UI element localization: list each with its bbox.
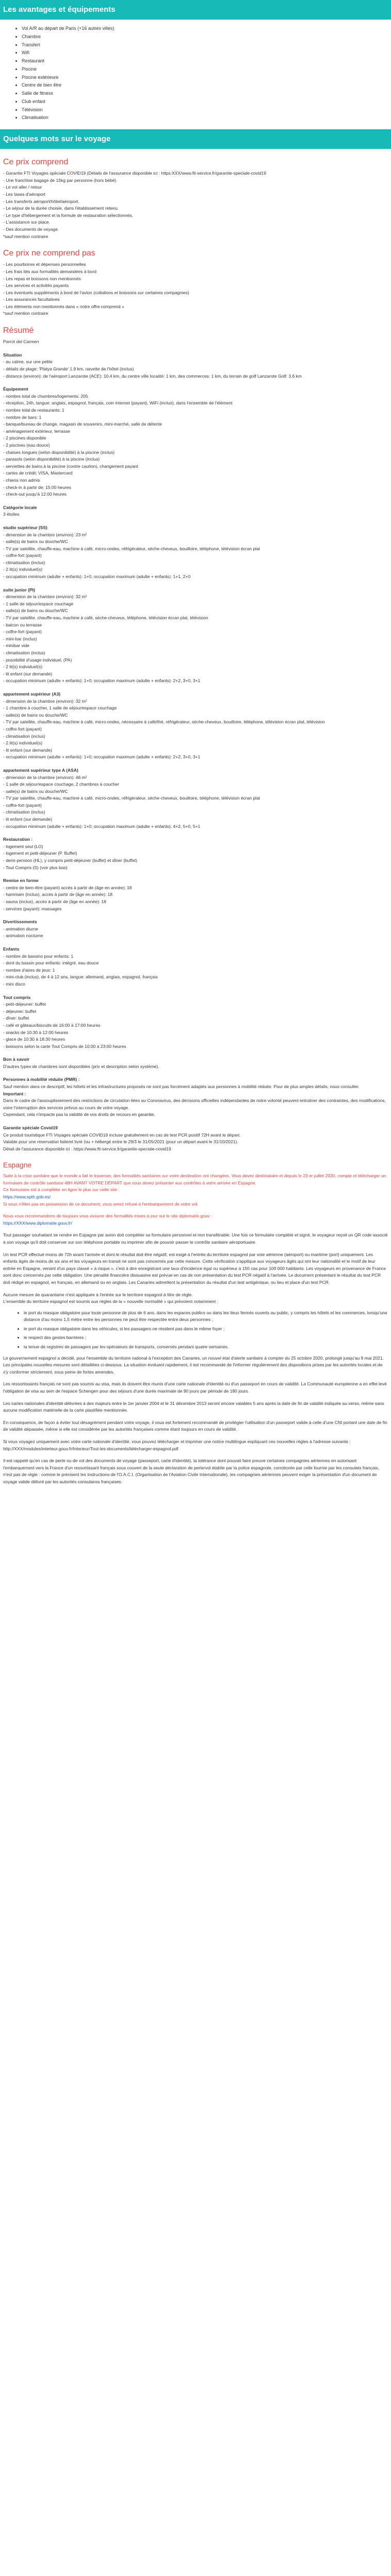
room-title: appartement supérieur type A (ASA): [3, 767, 78, 773]
room-text: - dimension de la chambre (environ): 32 m² - 1 chambre à coucher, 1 salle de séjour/espace couchage - salle(s) de bains ou douche/WC - TV par satellite, chauffe-eau, machine à café, micro-ondes, nécessaire à café/thé, réfrigérateur, sèche-cheveux, bouilloire, téléphone, télévision écran plat, télévision - coffre-fort (payant) - climatisation (inclus) - 2 lit(s) individuel(s) - lit enfant (sur demande) - occupation minimum (adulte + enfants): 1+0; occupation maximum (adulte + enfants): 2+2, 3+0, 3+1: [3, 698, 325, 760]
amenity-item: • Wifi: [22, 49, 391, 57]
garantie-text: Ce produit touristique FTI Voyages spéciale COVID19 incluse gratuitement en cas de test PCR positif 72H avant le départ. Valable pour une réservation faite/et livré (ou + hébergé entre le 29/3 le 31/05/2021 (pour un départ avant le 31/10/2021). Détail de l'assurance disponible ici : https://www.fti-service.fr/garantie-speciale-covid19: [3, 1132, 241, 1151]
amenity-item: • Piscine: [22, 65, 391, 74]
espagne-paragraph: Tout passager souhaitant se rendre en Espagne par avion doit compléter sa formulaire personnel et non transférable. Une fois ce formulaire complété et signé, le voyageur reçoit un QR code associé à son voyage qu'il doit conserver sur son téléphone portable ou imprimer afin de pouvoir passer le contrôle sanitaire aéroportuaire.: [3, 1232, 388, 1245]
room-title: appartement supérieur (A3): [3, 691, 60, 697]
remise-text: - centre de bien-être (payant) accès à partir de (âge en année): 18 - hammam (inclus), accès à partir de (âge en année): 18 - sauna (inclus), accès à partir de (âge en année): 18 - services (payant): massages: [3, 885, 132, 911]
room-text: - dimension de la chambre (environ): 23 m² - salle(s) de bains ou douche/WC - TV par satellite, chauffe-eau, machine à café, micro-ondes, réfrigérateur, sèche-cheveux, bouilloire, téléphone, télévision écran plat - coffre-fort (payant) - climatisation (inclus) - 2 lit(s) individuel(s) - occupation minimum (adulte + enfants): 1+0; occupation maximum (adulte + enfants): 1+1, 2+0: [3, 532, 260, 580]
bon-a-savoir-label: Bon à savoir: [3, 1057, 30, 1062]
enfants-label: Enfants: [3, 946, 20, 952]
divertissements-text: - animation diurne - animation nocturne: [3, 926, 43, 939]
espagne-paragraph: En conséquence, de façon à éviter tout désagrément pendant votre voyage, il vous est fortement recommandé de privilégier l'utilisation d'un passeport valide à celle d'une CNI portant une date de fin de validité dépassée, même si elle est considérée par les autorités françaises comme étant toujours en cours de validité.: [3, 1419, 387, 1432]
category-value: 3 étoiles: [3, 512, 20, 517]
espagne-paragraph: Si vous voyagez uniquement avec votre carte nationale d'identité, vous pouvez télécharger et imprimer une notice multilingue expliquant ces nouvelles règles à l'adresse suivante : http://XXX/modules/interieur.gouv.fr/Interieur/Tout-les-documents/télécharger-espagnol.pdf: [3, 1439, 351, 1451]
rules-list: [3, 1310, 388, 1351]
amenity-item: • Centre de bien être: [22, 81, 391, 90]
amenities-header: Les avantages et équipements: [0, 0, 391, 20]
bon-a-savoir-text: D'autres types de chambres sont disponibles (prix et description selon système).: [3, 1063, 159, 1069]
amenity-item: • Transfert: [22, 41, 391, 49]
room-text: - dimension de la chambre (environ): 46 m² - 1 salle de séjour/espace couchage, 2 chambres à coucher - salle(s) de bains ou douche/WC - TV par satellite, chauffe-eau, machine à café, micro-ondes, réfrigérateur, sèche-cheveux, bouilloire, téléphone, télévision écran plat - coffre-fort (payant) - climatisation (inclus) - lit enfant (sur demande) - occupation minimum (adulte + enfants): 1+0; occupation maximum (adulte + enfants): 4+2, 5+0, 5+1: [3, 774, 260, 829]
resume-title: Résumé: [3, 326, 34, 335]
espagne-form-note: Ce formulaire est à compléter en ligne le plus sur cette site :: [3, 1187, 120, 1193]
amenity-item: • Vol A/R au départ de Paris (+16 autres villes): [22, 25, 391, 33]
tout-compris-label: Tout compris: [3, 994, 31, 1000]
restauration-label: Restauration :: [3, 837, 33, 842]
espagne-paragraph: Le gouvernement espagnol a décidé, pour l'ensemble du territoire national à l'exception des Canaries, un nouvel état d'alerte sanitaire à compter du 25 octobre 2020, prolongé jusqu'au 9 mai 2021. Les principales nouvelles mesures sont détaillées ci-dessous. La situation évoluant rapidement, il est recommandé de l'informer régulièrement des dispositions prises par les autorités locales et de s'y conformer strictement, sous peine de fortes amendes.: [3, 1355, 384, 1375]
trip-header: Quelques mots sur le voyage: [0, 129, 391, 149]
enfants-text: - nombre de bassins pour enfants: 1 - dont du bassin pour enfants: intégré, eau douce - nombre d'aires de jeux: 1 - mini-club (inclus), de 4 à 12 ans, langue: allemand, anglais, espagnol, français - mini disco: [3, 953, 158, 987]
prix-comprend-title: Ce prix comprend: [3, 158, 69, 166]
room-title: suite junior (PI): [3, 587, 35, 592]
amenity-item: • Climatisation: [22, 114, 391, 122]
pmr-label: Personnes à mobilité réduite (PMR) :: [3, 1077, 80, 1082]
tout-compris-text: - petit-déjeuner: buffet - déjeuner: buffet - dîner: buffet - café et gâteaux/biscuits de 16:00 à 17:00 heures - snacks de 10:30 à 12:00 heures - glace de 10:30 à 18:30 heures - boissons selon la carte Tout Compris de 10:00 à 23:00 heures: [3, 1002, 126, 1049]
equipement-label: Équipement: [3, 386, 28, 392]
amenity-item: • Club enfant: [22, 98, 391, 106]
remise-label: Remise en forme: [3, 878, 39, 884]
prix-comprend-text: - Garantie FTI Voyages spéciale COVID19 (Détails de l'assurance disponible ici : https:XXX/www.fti-service.fr/garantie-speciale-covid19 - Une franchise bagage de 15kg par personne (hors bébé) - Le vol aller / retour - Les taxes d'aéroport - Les transferts aéroport/hôtel/aéroport. - Le séjour de la durée choisie, dans l'établissement retenu. - Le type d'hébergement et la formule de restauration sélectionnés. - L'assistance sur place. - Des documents de voyage. *sauf mention contraire: [3, 171, 266, 239]
important-text: Dans le cadre de l'assouplissement des restrictions de circulation liées au Coronavirus, des décisions officielles indépendantes de notre volonté peuvent entraîner des contraintes, des modifications, voire l'interruption des services prévus au cours de votre voyage. Cependant, cela n'impacte pas la validité de vos droits de recours en garantie.: [3, 1098, 386, 1117]
spth-link[interactable]: https://www.spth.gob.es/: [3, 1194, 51, 1199]
prix-ne-comprend-text: - Les pourboires et dépenses personnelles - Les frais liés aux formalités demandées à bord - Les repas et boissons non mentionnés - Les services et activités payants - Les éventuels suppléments à bord de l'avion (collations et boissons sur certaines compagnies) - Les assurances facultatives - Les éléments non mentionnés dans « notre offre comprend » *sauf mention contraire: [3, 262, 189, 316]
prix-ne-comprend-title: Ce prix ne comprend pas: [3, 249, 95, 258]
resume-author: Parrot del Carmen: [3, 339, 39, 345]
espagne-paragraph: Aucune mesure de quarantaine n'est appliquée à l'entrée sur le territoire espagnol à titre de règle. L'ensemble du territoire espagnol est soumis aux règles de la « nouvelle normalité » qui prévoient notamment :: [3, 1292, 218, 1304]
equipement-text: - nombre total de chambres/logements: 205 - réception, 24h, langue: anglais, espagnol, français, coin internet (payant), WiFi (inclus), dans l'ensemble de l'élément - nombre total de restaurants: 1 - nombre de bars: 1 - banque/bureau de change, magasin de souvenirs, mini-marché, salle de détente - aménagement extérieur, terrasse - 2 piscines disponible - 2 piscines (eau douce) - chaises longues (selon disponibilité) à la piscine (inclus) - parasols (selon disponibilité) à la piscine (inclus) - serviettes de bains à la piscine (contre caution), changement payant - cartes de crédit: VISA, Mastercard - chiens non admis - check-in à partir de: 15:00 heures - check-out jusqu'à 12:00 heures: [3, 393, 233, 497]
room-text: - dimension de la chambre (environ): 32 m² - 1 salle de séjour/espace couchage - salle(s) de bains ou douche/WC - TV par satellite, chauffe-eau, machine à café, sèche-cheveux, téléphone, télévision écran plat, télévision - balcon ou terrasse - coffre-fort (payant) - mini-bar (inclus) - minibar vide - climatisation (inclus) - possibilité d'usage individuel, (PA) - 2 lit(s) individuel(s) - lit enfant (sur demande) - occupation minimum (adulte + enfants): 1+0; occupation maximum (adulte + enfants): 2+2, 3+0, 3+1: [3, 594, 208, 684]
list-item: • le port du masque obligatoire pour toute personne de plus de 6 ans, dans les espaces publics ou dans les lieux fermés ouverts au public, y compris les hôtels et les commerces, lorsqu'une distance d'au moins 1,5 mètre entre les personnes ne peut être respectée entre deux personnes ;: [24, 1310, 388, 1324]
amenities-list: [0, 25, 391, 122]
espagne-refusal-note: Si vous n'êtes pas en possession de ce document, vous serez refusé à l'embarquement de votre vol.: [3, 1201, 199, 1207]
espagne-diplomatie-note: Nous vous recommandons de toujours vous assurer des formalités mises à jour sur le site diplomatie.gouv :: [3, 1213, 213, 1219]
divertissements-label: Divertissements: [3, 919, 37, 925]
list-item: • la tenue de registres de passagers par les opérateurs de transports, conservés pendant quatre semaines.: [24, 1344, 388, 1351]
amenity-item: • Télévision: [22, 106, 391, 114]
list-item: • le port du masque obligatoire dans les véhicules, si les passagers ne résident pas dans le même foyer ;: [24, 1326, 388, 1333]
situation-text: - au calme, sur une petite - détails de plage: 'Platya Grande' 1.9 km, navette de l'hôtel (inclus) - distance (environ): de l'aéroport Lanzarote (ACE): 10.4 km, du centre ville localité: 1 km, des commerces: 1 km, du terrain de golf Lanzarote Golf: 3.6 km: [3, 359, 302, 379]
espagne-title: Espagne: [3, 1161, 32, 1170]
room-title: studio supérieur (SS): [3, 524, 47, 530]
espagne-paragraph: Un test PCR effectué moins de 72h avant l'arrivée et dont le résultat doit être négatif, est exigé à l'entrée du territoire espagnol par voie aérienne (aéroport) ou maritime (port) uniquement. Les enfants âgés de moins de six ans et les voyageurs en transit ne sont pas concernés par cette mesure. Cette vérification s'applique aux voyageurs âgés qui ont leur nationalité et le motif de leur entrée en Espagne, venant d'un pays classé « à risque », c'est à dire enregistrant une taux d'incidence égal ou supérieur à 150 cas pour 100 000 habitants. Les voyageurs en provenance de France sont donc concernés par cette obligation. Une pénalité financière dissuasive est prévue en cas de non présentation du test PCR négatif à l'arrivée. Le document présentant le résultat du test PCR doit rédigé en espagnol, en français, en allemand ou en anglais. Les Canaries admettent la présentation du résultat d'un test antigénique, ou lieu et place d'un test PCR.: [3, 1251, 386, 1285]
category-label: Catégorie locale: [3, 504, 37, 510]
espagne-paragraph: Les cartes nationales d'identité délivrées à des majeurs entre le 1er janvier 2004 et le 31 décembre 2013 seront encore valables 5 ans après la date de fin de validité indiquée au verso, même sans aucune modification matérielle de la carte plastifiée mentionnée.: [3, 1400, 384, 1413]
situation-label: Situation: [3, 352, 22, 358]
amenity-item: • Salle de fitness: [22, 90, 391, 98]
espagne-warning: Suite à la crise sanitaire que le monde a fait le traverser, des formalités sanitaires sur votre destination ont changées. Vous devez destinataire et depuis le 23 er juillet 2020, compte et télécharger un formulaire de contrôle sanitaire 48H AVANT VOTRE DÉPART que vous devez présenter aux contrôles à votre arrivée en Espagne.: [3, 1173, 386, 1185]
espagne-paragraph: Il est rappelé qu'en cas de perte ou de vol des documents de voyage (passeport, carte d'identité), la tolérance dont pouvait faire preuve certaines compagnies aériennes en autorisant l'embarquement vers la France d'un ressortissant français sous couvert de la seule déclaration de perte/vol établie par la police espagnole, corroborée par celle fournie par les consulats français, n'est pas de règle : comme le précisent les instructions de l'O.A.C.I. (Organisation de l'Aviation Civile Internationale), les compagnies aériennes peuvent exiger la présentation d'un document de voyage valide délivré par les autorités consulaires françaises.: [3, 1458, 379, 1484]
espagne-paragraph: Les ressortissants français ne sont pas soumis au visa, mais ils doivent être munis d'une carte nationale d'identité ou d'un passeport en cours de validité. La Communauté européenne a en effet levé l'obligation de visa au sein de l'espace Schengen pour des séjours d'une durée maximale de 90 jours par période de 180 jours.: [3, 1381, 387, 1394]
amenity-item: • Restaurant: [22, 57, 391, 65]
diplomatie-link[interactable]: https://XXX/www.diplomatie.gouv.fr/: [3, 1220, 73, 1226]
list-item: • le respect des gestes barrières ;: [24, 1334, 388, 1342]
important-label: Important :: [3, 1091, 26, 1096]
garantie-label: Garantie spéciale Covid19: [3, 1125, 58, 1131]
amenity-item: • Piscine extérieure: [22, 74, 391, 82]
restauration-text: - logement seul (LO) - logement et petit-déjeuner (P. Buffet) - demi-pension (HL), y compris petit-déjeuner (buffet) et dîner (buffet) - Tout Compris (S) (voir plus bas): [3, 843, 137, 870]
pmr-text: Sauf mention dans ce descriptif, les hôtels et les infrastructures proposés ne sont pas forcément adaptés aux personnes à mobilité réduite. Pour de plus amples détails, nous consulter.: [3, 1084, 360, 1090]
amenity-item: • Chambre: [22, 33, 391, 41]
